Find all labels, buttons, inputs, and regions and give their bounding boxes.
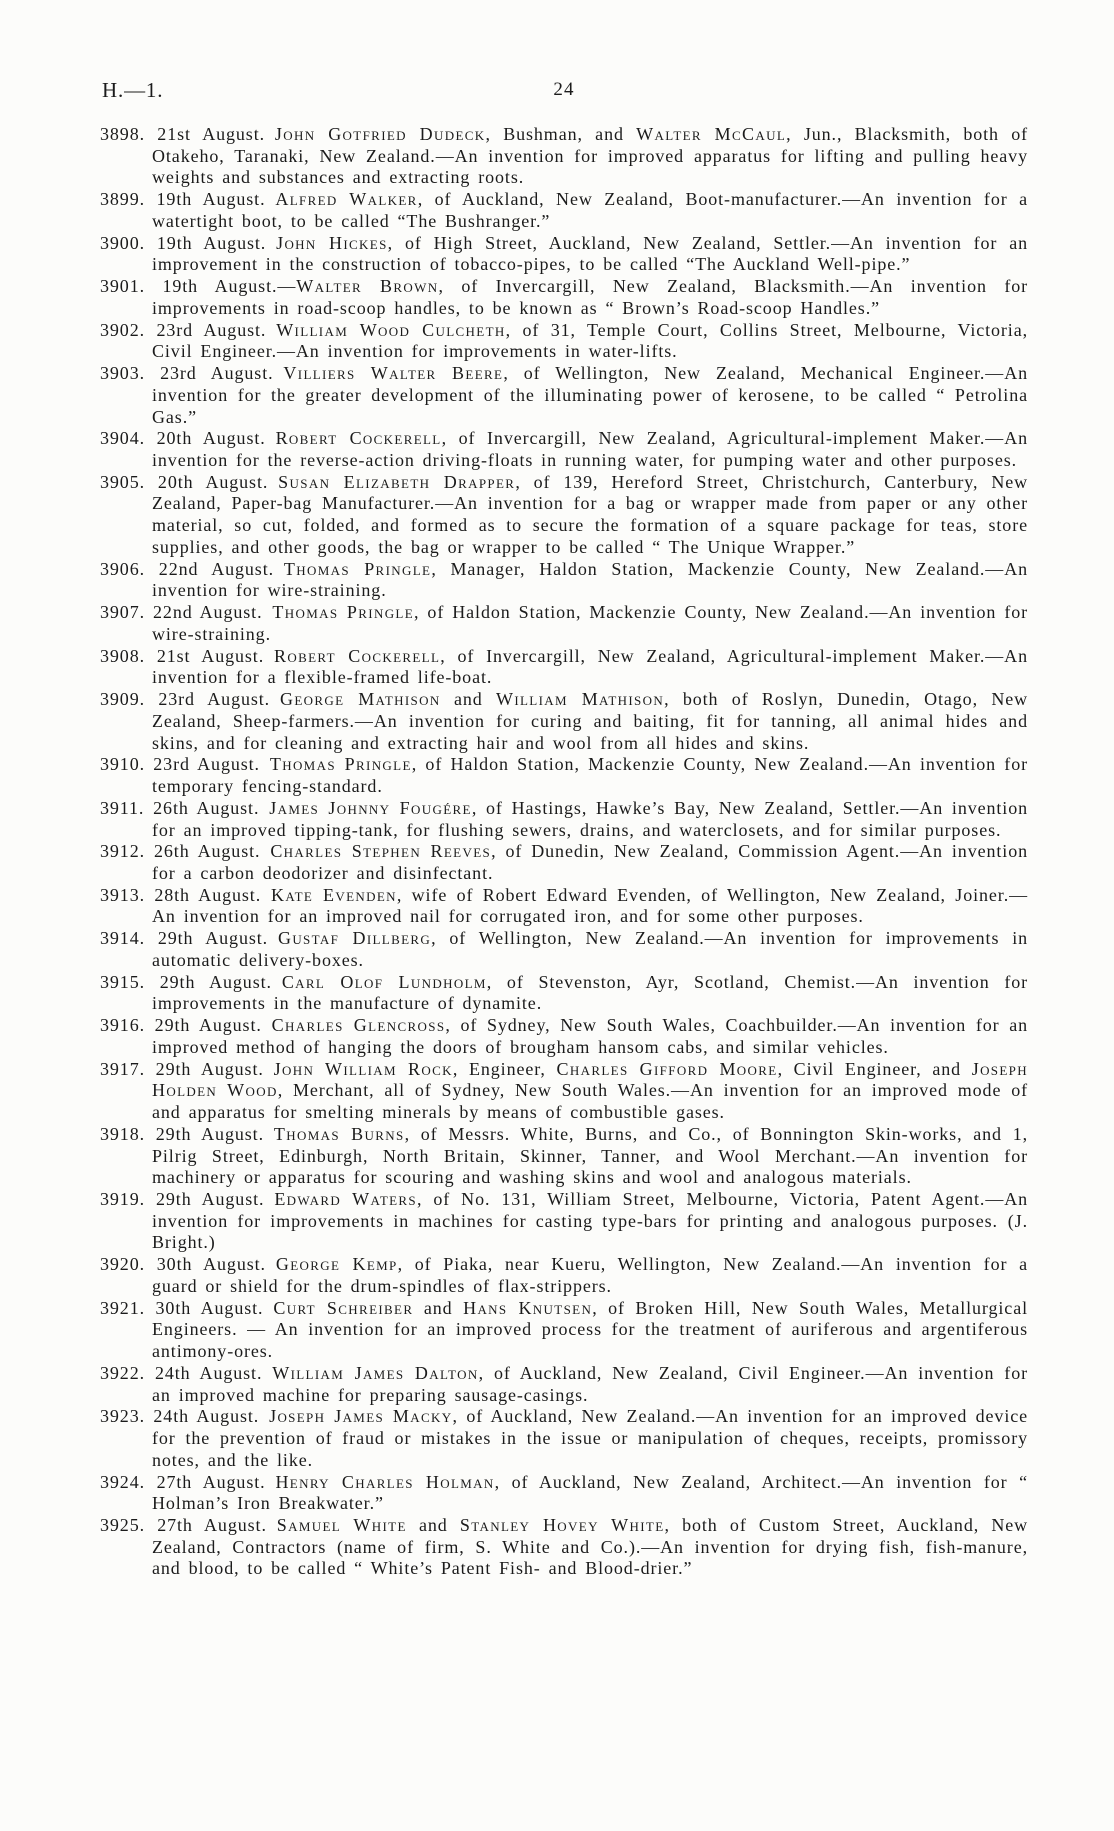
person-name: Stanley Hovey White	[459, 1515, 665, 1535]
entry-text: , of Invercargill, New Zealand, Blacksmith.—An invention for improvements in road-scoop handles, to be known as “ Brown’s Road-scoop Handles.”	[152, 276, 1029, 318]
patent-entry	[100, 646, 1028, 689]
entry-date: 30th August.	[155, 1297, 274, 1318]
person-name: Charles Stephen Reeves	[270, 841, 492, 862]
person-name: Alfred Walker	[275, 189, 418, 210]
entry-text: , of Auckland, New Zealand, Architect.—An invention for “ Holman’s Iron Breakwater.”	[152, 1471, 1029, 1514]
entry-number: 3903.	[100, 363, 145, 384]
entry-date: 24th August.	[153, 1406, 270, 1427]
entry-number: 3925.	[100, 1515, 145, 1535]
patent-entry	[100, 1406, 1028, 1471]
entry-date: 23rd August.	[158, 689, 280, 710]
entry-text: , of Dunedin, New Zealand, Commission Agent.—An invention for a carbon deodorizer and disinfectant.	[152, 841, 1028, 883]
entry-text: , of High Street, Auckland, New Zealand, Settler.—An invention for an improvement in the construction of tobacco-pipes, to be called “The Auckland Well-pipe.”	[152, 232, 1029, 275]
patent-entry	[100, 885, 1028, 928]
entry-text: , of Invercargill, New Zealand, Agricultural-implement Maker.—An invention for a flexible-framed life-boat.	[152, 645, 1028, 688]
entry-date: 23rd August.	[156, 319, 277, 340]
patent-entry	[100, 276, 1028, 319]
page-header	[100, 78, 1028, 108]
patent-entry	[100, 472, 1028, 559]
entry-date: 22nd August.	[153, 602, 273, 623]
entry-number: 3900.	[100, 232, 145, 253]
entry-date: 20th August.	[156, 428, 276, 449]
entry-date: 26th August.	[153, 797, 270, 818]
patent-entry	[100, 124, 1028, 189]
person-name: Curt Schreiber	[273, 1297, 414, 1318]
entry-date: 21st August.	[156, 645, 274, 666]
entry-text: , of Sydney, New South Wales, Coachbuilder.—An invention for an improved method of hanging the doors of brougham hansom cabs, and similar vehicles.	[152, 1015, 1029, 1057]
entry-text: , of Auckland, New Zealand, Civil Engineer.—An invention for an improved machine for preparing sausage-casings.	[152, 1362, 1028, 1405]
patent-entry	[100, 320, 1028, 363]
entry-number: 3917.	[100, 1058, 145, 1079]
person-name: Gustaf Dillberg	[277, 928, 432, 949]
entry-text: and	[406, 1515, 460, 1535]
entry-text: , of Stevenston, Ayr, Scotland, Chemist.—An invention for improvements in the manufacture of dynamite.	[152, 971, 1029, 1014]
entry-number: 3899.	[100, 189, 145, 210]
patent-entry	[100, 689, 1028, 754]
entry-number: 3912.	[100, 841, 145, 862]
entry-text: , Bushman, and	[485, 124, 637, 144]
entry-date: 29th August.	[157, 928, 278, 949]
entry-text: , of Haldon Station, Mackenzie County, New Zealand.—An invention for temporary fencing-standard.	[152, 754, 1028, 797]
person-name: Susan Elizabeth Drapper	[278, 471, 516, 492]
entry-number: 3907.	[100, 602, 145, 623]
entry-number: 3914.	[100, 928, 145, 949]
entry-text: , of Piaka, near Kueru, Wellington, New Zealand.—An invention for a guard or shield for the drum-spindles of flax-strippers.	[152, 1254, 1029, 1296]
entry-date: 29th August.	[156, 1188, 275, 1209]
entry-date: 29th August.	[159, 971, 282, 992]
entry-text: , both of Custom Street, Auckland, New Zealand, Contractors (name of firm, S. White and Co.).—An invention for drying fish, fish-manure, and blood, to be called “ White’s Patent Fish- and Blood-drier.”	[152, 1515, 1029, 1579]
report-code: H.—1.	[102, 78, 164, 102]
entry-date: 23rd August.	[160, 363, 284, 384]
entry-date: 22nd August.	[158, 558, 284, 579]
entry-date: 30th August.	[156, 1254, 276, 1275]
patent-entry	[100, 1298, 1028, 1363]
entry-text: , Civil Engineer, and	[777, 1058, 972, 1079]
entry-number: 3916.	[100, 1015, 145, 1036]
patent-entry	[100, 972, 1028, 1015]
patent-entry	[100, 363, 1028, 428]
entry-text: , of Wellington, New Zealand.—An invention for improvements in automatic delivery-boxes.	[152, 928, 1028, 970]
patent-entry	[100, 1515, 1028, 1580]
entry-number: 3906.	[100, 558, 145, 579]
patent-entry	[100, 559, 1028, 602]
entry-text: , of Broken Hill, New South Wales, Metallurgical Engineers. — An invention for an improved process for the treatment of auriferous and argentiferous antimony-ores.	[152, 1297, 1028, 1362]
entry-date: 26th August.	[154, 841, 271, 862]
person-name: Kate Evenden	[271, 884, 397, 905]
page-number: 24	[553, 79, 575, 100]
entry-number: 3911.	[100, 797, 145, 818]
person-name: Thomas Pringle	[283, 558, 432, 579]
entry-date: 19th August.—	[162, 276, 297, 297]
entry-text: , wife of Robert Edward Evenden, of Wellington, New Zealand, Joiner.—An invention for an improved nail for corrugated iron, and for some other purposes.	[152, 884, 1028, 927]
entry-number: 3909.	[100, 689, 145, 710]
person-name: Hans Knutsen	[463, 1297, 593, 1318]
entry-date: 29th August.	[155, 1123, 274, 1144]
patent-entry	[100, 754, 1028, 797]
entry-text: , of Hastings, Hawke’s Bay, New Zealand, Settler.—An invention for an improved tipping-tank, for flushing sewers, drains, and waterclosets, and for similar purposes.	[152, 797, 1029, 840]
patent-entry	[100, 798, 1028, 841]
person-name: John William Rock	[273, 1058, 453, 1079]
person-name: Henry Charles Holman	[275, 1471, 495, 1492]
entry-number: 3910.	[100, 754, 145, 775]
entry-text: , Jun., Blacksmith, both of Otakeho, Taranaki, New Zealand.—An invention for improved apparatus for lifting and pulling heavy weights and substances and extracting roots.	[152, 124, 1028, 188]
person-name: Walter McCaul	[636, 124, 787, 144]
entry-number: 3905.	[100, 471, 145, 492]
person-name: Samuel White	[276, 1515, 407, 1535]
person-name: Robert Cockerell	[274, 645, 441, 666]
entry-number: 3918.	[100, 1123, 145, 1144]
entry-number: 3902.	[100, 319, 145, 340]
person-name: William Mathison	[495, 689, 665, 710]
entry-text: and	[413, 1297, 464, 1318]
patent-entry	[100, 1472, 1028, 1515]
person-name: Thomas Pringle	[272, 602, 415, 623]
patent-entry	[100, 233, 1028, 276]
person-name: Charles Glencross	[271, 1015, 446, 1036]
entry-text: and	[440, 689, 496, 710]
entry-text: , of Messrs. White, Burns, and Co., of Bonnington Skin-works, and 1, Pilrig Street, Edinburgh, North Britain, Skinner, Tanner, and Wool Merchant.—An invention for machinery or apparatus for scouring and washing skins and wool and analogous materials.	[152, 1123, 1028, 1188]
person-name: Robert Cockerell	[275, 428, 442, 449]
entry-text: , Engineer,	[452, 1058, 557, 1079]
person-name: Joseph Holden Wood	[152, 1058, 1029, 1101]
entry-number: 3923.	[100, 1406, 145, 1427]
entry-number: 3913.	[100, 884, 145, 905]
entry-number: 3919.	[100, 1188, 145, 1209]
entry-number: 3915.	[100, 971, 145, 992]
patent-entry	[100, 602, 1028, 645]
entry-number: 3901.	[100, 276, 145, 297]
patent-entry	[100, 928, 1028, 971]
entry-number: 3922.	[100, 1362, 145, 1383]
patent-entry	[100, 1254, 1028, 1297]
patent-entry	[100, 1124, 1028, 1189]
patent-entry	[100, 428, 1028, 471]
entry-text: , of Wellington, New Zealand, Mechanical Engineer.—An invention for the greater development of the illuminating power of kerosene, to be called “ Petrolina Gas.”	[152, 363, 1028, 427]
entry-date: 29th August.	[154, 1015, 272, 1036]
person-name: John Hickes	[276, 232, 388, 253]
entry-number: 3904.	[100, 428, 145, 449]
entry-date: 23rd August.	[153, 754, 270, 775]
entry-text: , Merchant, all of Sydney, New South Wales.—An invention for an improved mode of and apparatus for smelting minerals by means of combustible gases.	[152, 1080, 1028, 1123]
entry-text: , of Haldon Station, Mackenzie County, New Zealand.—An invention for wire-straining.	[152, 602, 1029, 644]
entry-date: 19th August.	[156, 232, 277, 253]
entry-number: 3898.	[100, 124, 145, 144]
entry-date: 20th August.	[157, 471, 279, 492]
person-name: Joseph James Macky	[269, 1406, 453, 1427]
entry-date: 19th August.	[156, 189, 276, 210]
person-name: James Johnny Fougére	[269, 797, 472, 818]
person-name: Charles Gifford Moore	[556, 1058, 778, 1079]
entry-text: , of 139, Hereford Street, Christchurch, Canterbury, New Zealand, Paper-bag Manufacturer.—An invention for a bag or wrapper made from paper or any other material, so cut, folded, and formed as to secure the formation of a square package for teas, store supplies, and other goods, the bag or wrapper to be called “ The Unique Wrapper.”	[152, 471, 1029, 557]
entry-number: 3908.	[100, 645, 145, 666]
patent-entry	[100, 1015, 1028, 1058]
entry-date: 27th August.	[156, 1471, 276, 1492]
entry-date: 28th August.	[154, 884, 271, 905]
entry-date: 27th August.	[157, 1515, 277, 1535]
patent-entry	[100, 1189, 1028, 1254]
person-name: Edward Waters	[274, 1188, 418, 1209]
person-name: Villiers Walter Beere	[283, 363, 504, 384]
entry-date: 21st August.	[157, 124, 275, 144]
person-name: Walter Brown	[296, 276, 439, 297]
person-name: Carl Olof Lundholm	[281, 971, 487, 992]
entry-number: 3921.	[100, 1297, 145, 1318]
entry-text: , both of Roslyn, Dunedin, Otago, New Zealand, Sheep-farmers.—An invention for curing and baiting, fit for tanning, all animal hides and skins, and for cleaning and extracting hair and wool from all hides and skins.	[152, 689, 1029, 753]
entry-text: , Manager, Haldon Station, Mackenzie County, New Zealand.—An invention for wire-straining.	[152, 558, 1029, 601]
entry-text: , of 31, Temple Court, Collins Street, Melbourne, Victoria, Civil Engineer.—An invention for improvements in water-lifts.	[152, 319, 1028, 362]
entry-text: , of Auckland, New Zealand.—An invention for an improved device for the prevention of fraud or mistakes in the issue or manipulation of cheques, receipts, promissory notes, and the like.	[152, 1406, 1028, 1470]
patent-entries-list	[100, 124, 1028, 1580]
patent-entry	[100, 189, 1028, 232]
person-name: William James Dalton	[272, 1362, 479, 1383]
entry-date: 24th August.	[154, 1362, 273, 1383]
patent-entry	[100, 1363, 1028, 1406]
person-name: William Wood Culcheth	[276, 319, 506, 340]
entry-text: , of No. 131, William Street, Melbourne, Victoria, Patent Agent.—An invention for improvements in machines for casting type-bars for printing and analogous purposes. (J. Bright.)	[152, 1188, 1029, 1253]
person-name: Thomas Burns	[273, 1123, 405, 1144]
person-name: George Kemp	[275, 1254, 398, 1275]
patent-entry	[100, 1059, 1028, 1124]
entry-text: , of Invercargill, New Zealand, Agricultural-implement Maker.—An invention for the reverse-action driving-floats in running water, for pumping water and other purposes.	[152, 428, 1029, 471]
person-name: Thomas Pringle	[269, 754, 412, 775]
patent-entry	[100, 841, 1028, 884]
entry-number: 3924.	[100, 1471, 145, 1492]
person-name: George Mathison	[279, 689, 441, 710]
entry-text: , of Auckland, New Zealand, Boot-manufacturer.—An invention for a watertight boot, to be called “The Bushranger.”	[152, 189, 1029, 231]
person-name: John Gotfried Dudeck	[274, 124, 486, 144]
entry-number: 3920.	[100, 1254, 145, 1275]
entry-date: 29th August.	[155, 1058, 274, 1079]
